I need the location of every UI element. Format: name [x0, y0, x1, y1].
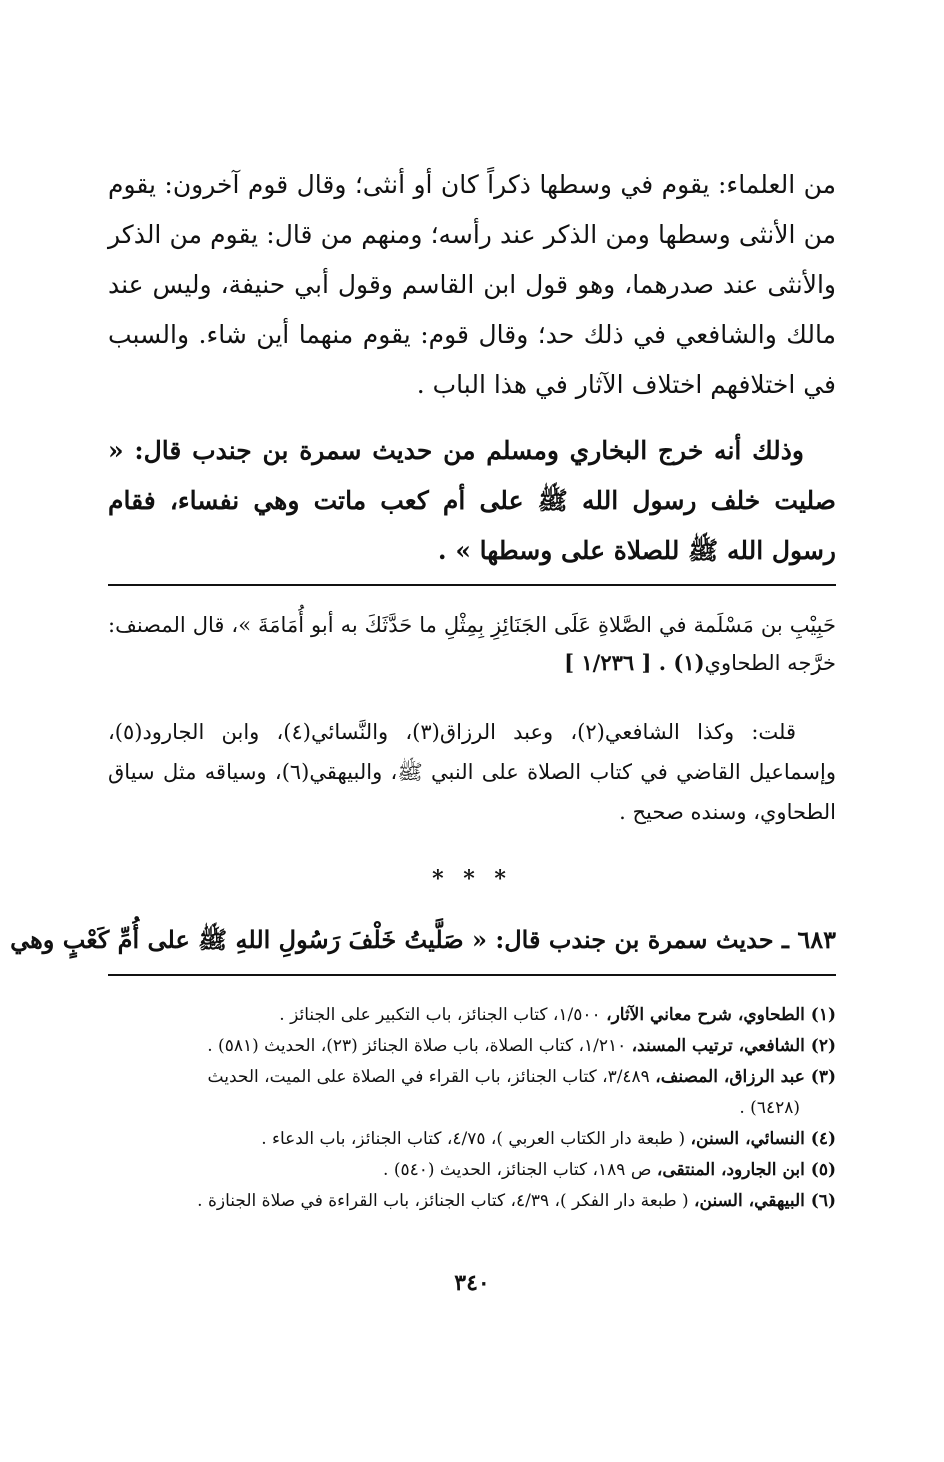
footnote-divider — [108, 974, 836, 976]
section-separator: * * * — [432, 866, 512, 892]
footnote-text: ( طبعة دار الكتاب العربي )، ٤/٧٥، كتاب الجنائز، باب الدعاء . — [261, 1129, 691, 1149]
main-paragraph-1: من العلماء: يقوم في وسطها ذكراً كان أو أنثى؛ وقال قوم آخرون: يقوم من الأنثى وسطها ومن الذكر عند رأسه؛ ومنهم من قال: يقوم من الذكر والأنثى عند صدرهما، وهو قول ابن القاسم وقول أبي حنيفة، وليس عند مالك والشافعي في ذلك حد؛ وقال قوم: يقوم منهما أين شاء. والسبب في اختلافهم اختلاف الآثار في هذا الباب . — [108, 170, 836, 399]
commentary-divider — [108, 584, 836, 586]
hadith-heading: ٦٨٣ ـ حديث سمرة بن جندب قال: « صَلَّيتُ خَلْفَ رَسُولِ اللهِ ﷺ على أُمِّ كَعْبٍ وهي — [10, 925, 836, 954]
footnote-label: (٣) عبد الرزاق، المصنف، — [655, 1067, 836, 1087]
footnote-text: ١/٢١٠، كتاب الصلاة، باب صلاة الجنائز (٢٣)، الحديث (٥٨١) . — [207, 1036, 632, 1056]
page-number: ٣٤٠ — [454, 1270, 490, 1296]
footnote-continuation: (٦٤٢٨) . — [739, 1098, 800, 1118]
footnote-text: ٣/٤٨٩، كتاب الجنائز، باب القراء في الصلاة على الميت، الحديث — [207, 1067, 656, 1087]
footnote-text: ص ١٨٩، كتاب الجنائز، الحديث (٥٤٠) . — [383, 1160, 657, 1180]
commentary-note-text: قلت: وكذا الشافعي(٢)، وعبد الرزاق(٣)، والنَّسائي(٤)، وابن الجارود(٥)، وإسماعيل القاضي في كتاب الصلاة على النبي ﷺ، والبيهقي(٦)، وسياقه مثل سياق الطحاوي، وسنده صحيح . — [108, 720, 836, 824]
footnote-text: ( طبعة دار الفكر )، ٤/٣٩، كتاب الجنائز، باب القراءة في صلاة الجنازة . — [197, 1191, 695, 1211]
commentary-continuation — [108, 606, 836, 682]
footnote-item — [108, 1124, 836, 1155]
footnote-label: (١) الطحاوي، شرح معاني الآثار، — [606, 1005, 836, 1025]
footnote-text: ١/٥٠٠، كتاب الجنائز، باب التكبير على الجنائز . — [279, 1005, 607, 1025]
footnote-label: (٦) البيهقي، السنن، — [694, 1191, 836, 1211]
footnotes — [108, 1000, 836, 1217]
footnote-item — [108, 1062, 836, 1093]
commentary-note — [108, 712, 836, 832]
footnote-label: (٤) النسائي، السنن، — [690, 1129, 836, 1149]
footnote-item — [108, 1031, 836, 1062]
footnote-item — [108, 1000, 836, 1031]
main-paragraph-2 — [108, 426, 836, 576]
footnote-label: (٢) الشافعي، ترتيب المسند، — [631, 1036, 836, 1056]
footnote-item — [108, 1155, 836, 1186]
footnote-label: (٥) ابن الجارود، المنتقى، — [656, 1160, 836, 1180]
continuation-reference: (١) . [ ١/٢٣٦ ] — [564, 650, 705, 675]
continuation-text: حَبِيْبِ بن مَسْلَمة في الصَّلاةِ عَلَى الجَنَائِزِ بِمِثْلِ ما حَدَّثَكَ به أبو أُمَامَةَ »، قال المصنف: خرَّجه الطحاوي — [108, 613, 836, 675]
main-paragraph-2-text: وذلك أنه خرج البخاري ومسلم من حديث سمرة بن جندب قال: « صليت خلف رسول الله ﷺ على أم كعب ماتت وهي نفساء، فقام رسول الله ﷺ للصلاة على وسطها » . — [108, 436, 836, 565]
footnote-item — [108, 1186, 836, 1217]
